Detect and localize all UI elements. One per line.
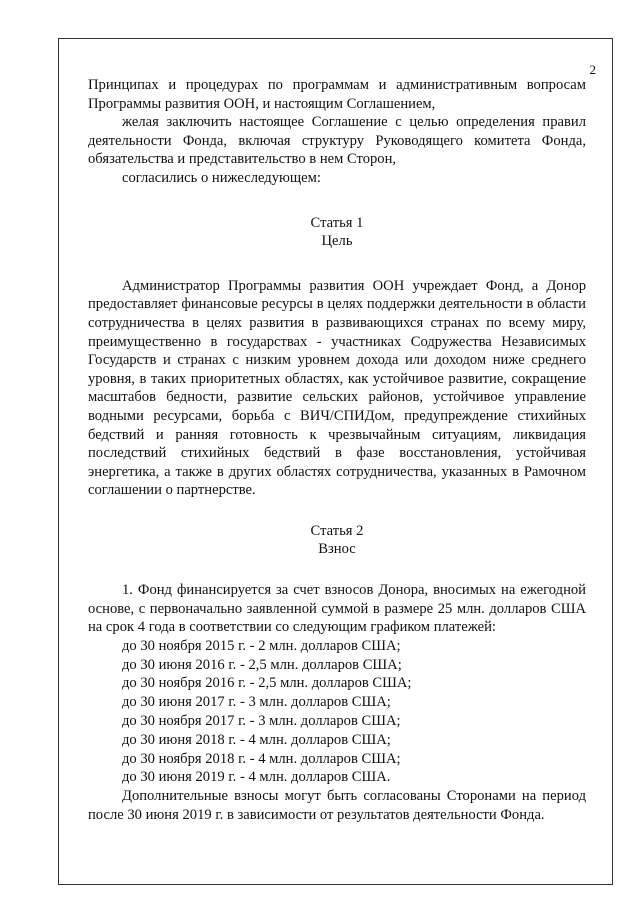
intro-paragraph-1: Принципах и процедурах по программам и административным вопросам Программы развития ООН, и настоящим Соглашением, [88, 77, 586, 112]
schedule-item: до 30 ноября 2016 г. - 2,5 млн. долларов США; [122, 675, 412, 692]
article-1-title: Цель [321, 233, 353, 250]
intro-paragraph-3: согласились о нижеследующем: [122, 169, 321, 186]
article-2-paragraph-2: Дополнительные взносы могут быть согласованы Сторонами на период после 30 июня 2019 г. в зависимости от результатов деятельности Фонда. [88, 788, 586, 823]
schedule-item: до 30 июня 2017 г. - 3 млн. долларов США; [122, 694, 391, 711]
page-number: 2 [589, 62, 596, 77]
intro-paragraph-2: желая заключить настоящее Соглашение с целью определения правил деятельности Фонда, включая структуру Руководящего комитета Фонда, обязательства и представительство в нем Сторон, [88, 114, 586, 168]
article-1-text: Администратор Программы развития ООН учреждает Фонд, а Донор предоставляет финансовые ресурсы в целях поддержки деятельности в области сотрудничества в целях развития в развивающихся странах по всему миру, преимущественно в государствах - участниках Содружества Независимых Государств и странах с низким уровнем дохода или доходом ниже среднего уровня, в таких приоритетных областях, как устойчивое развитие, сокращение масштабов бедности, развитие сельских районов, устойчивое управление водными ресурсами, борьба с ВИЧ/СПИДом, предупреждение стихийных бедствий и ранняя готовность к чрезвычайным ситуациям, ликвидация последствий стихийных бедствий в фазе восстановления, устойчивая энергетика, а также в других областях сотрудничества, указанных в Рамочном соглашении о партнерстве. [88, 277, 586, 499]
schedule-item: до 30 ноября 2015 г. - 2 млн. долларов США; [122, 637, 401, 654]
schedule-item: до 30 ноября 2017 г. - 3 млн. долларов США; [122, 713, 401, 730]
article-2-paragraph-1: 1. Фонд финансируется за счет взносов Донора, вносимых на ежегодной основе, с первоначально заявленной суммой в размере 25 млн. долларов США на срок 4 года в соответствии со следующим графиком платежей: [88, 582, 586, 636]
schedule-item: до 30 июня 2018 г. - 4 млн. долларов США; [122, 731, 391, 748]
article-2-number: Статья 2 [310, 522, 364, 539]
payment-schedule [88, 637, 586, 787]
article-2-title: Взнос [318, 541, 356, 558]
document-body [88, 76, 586, 824]
schedule-item: до 30 июня 2019 г. - 4 млн. долларов США. [122, 769, 391, 786]
schedule-item: до 30 июня 2016 г. - 2,5 млн. долларов США; [122, 656, 402, 673]
article-1-number: Статья 1 [310, 214, 364, 231]
schedule-item: до 30 ноября 2018 г. - 4 млн. долларов США; [122, 750, 401, 767]
